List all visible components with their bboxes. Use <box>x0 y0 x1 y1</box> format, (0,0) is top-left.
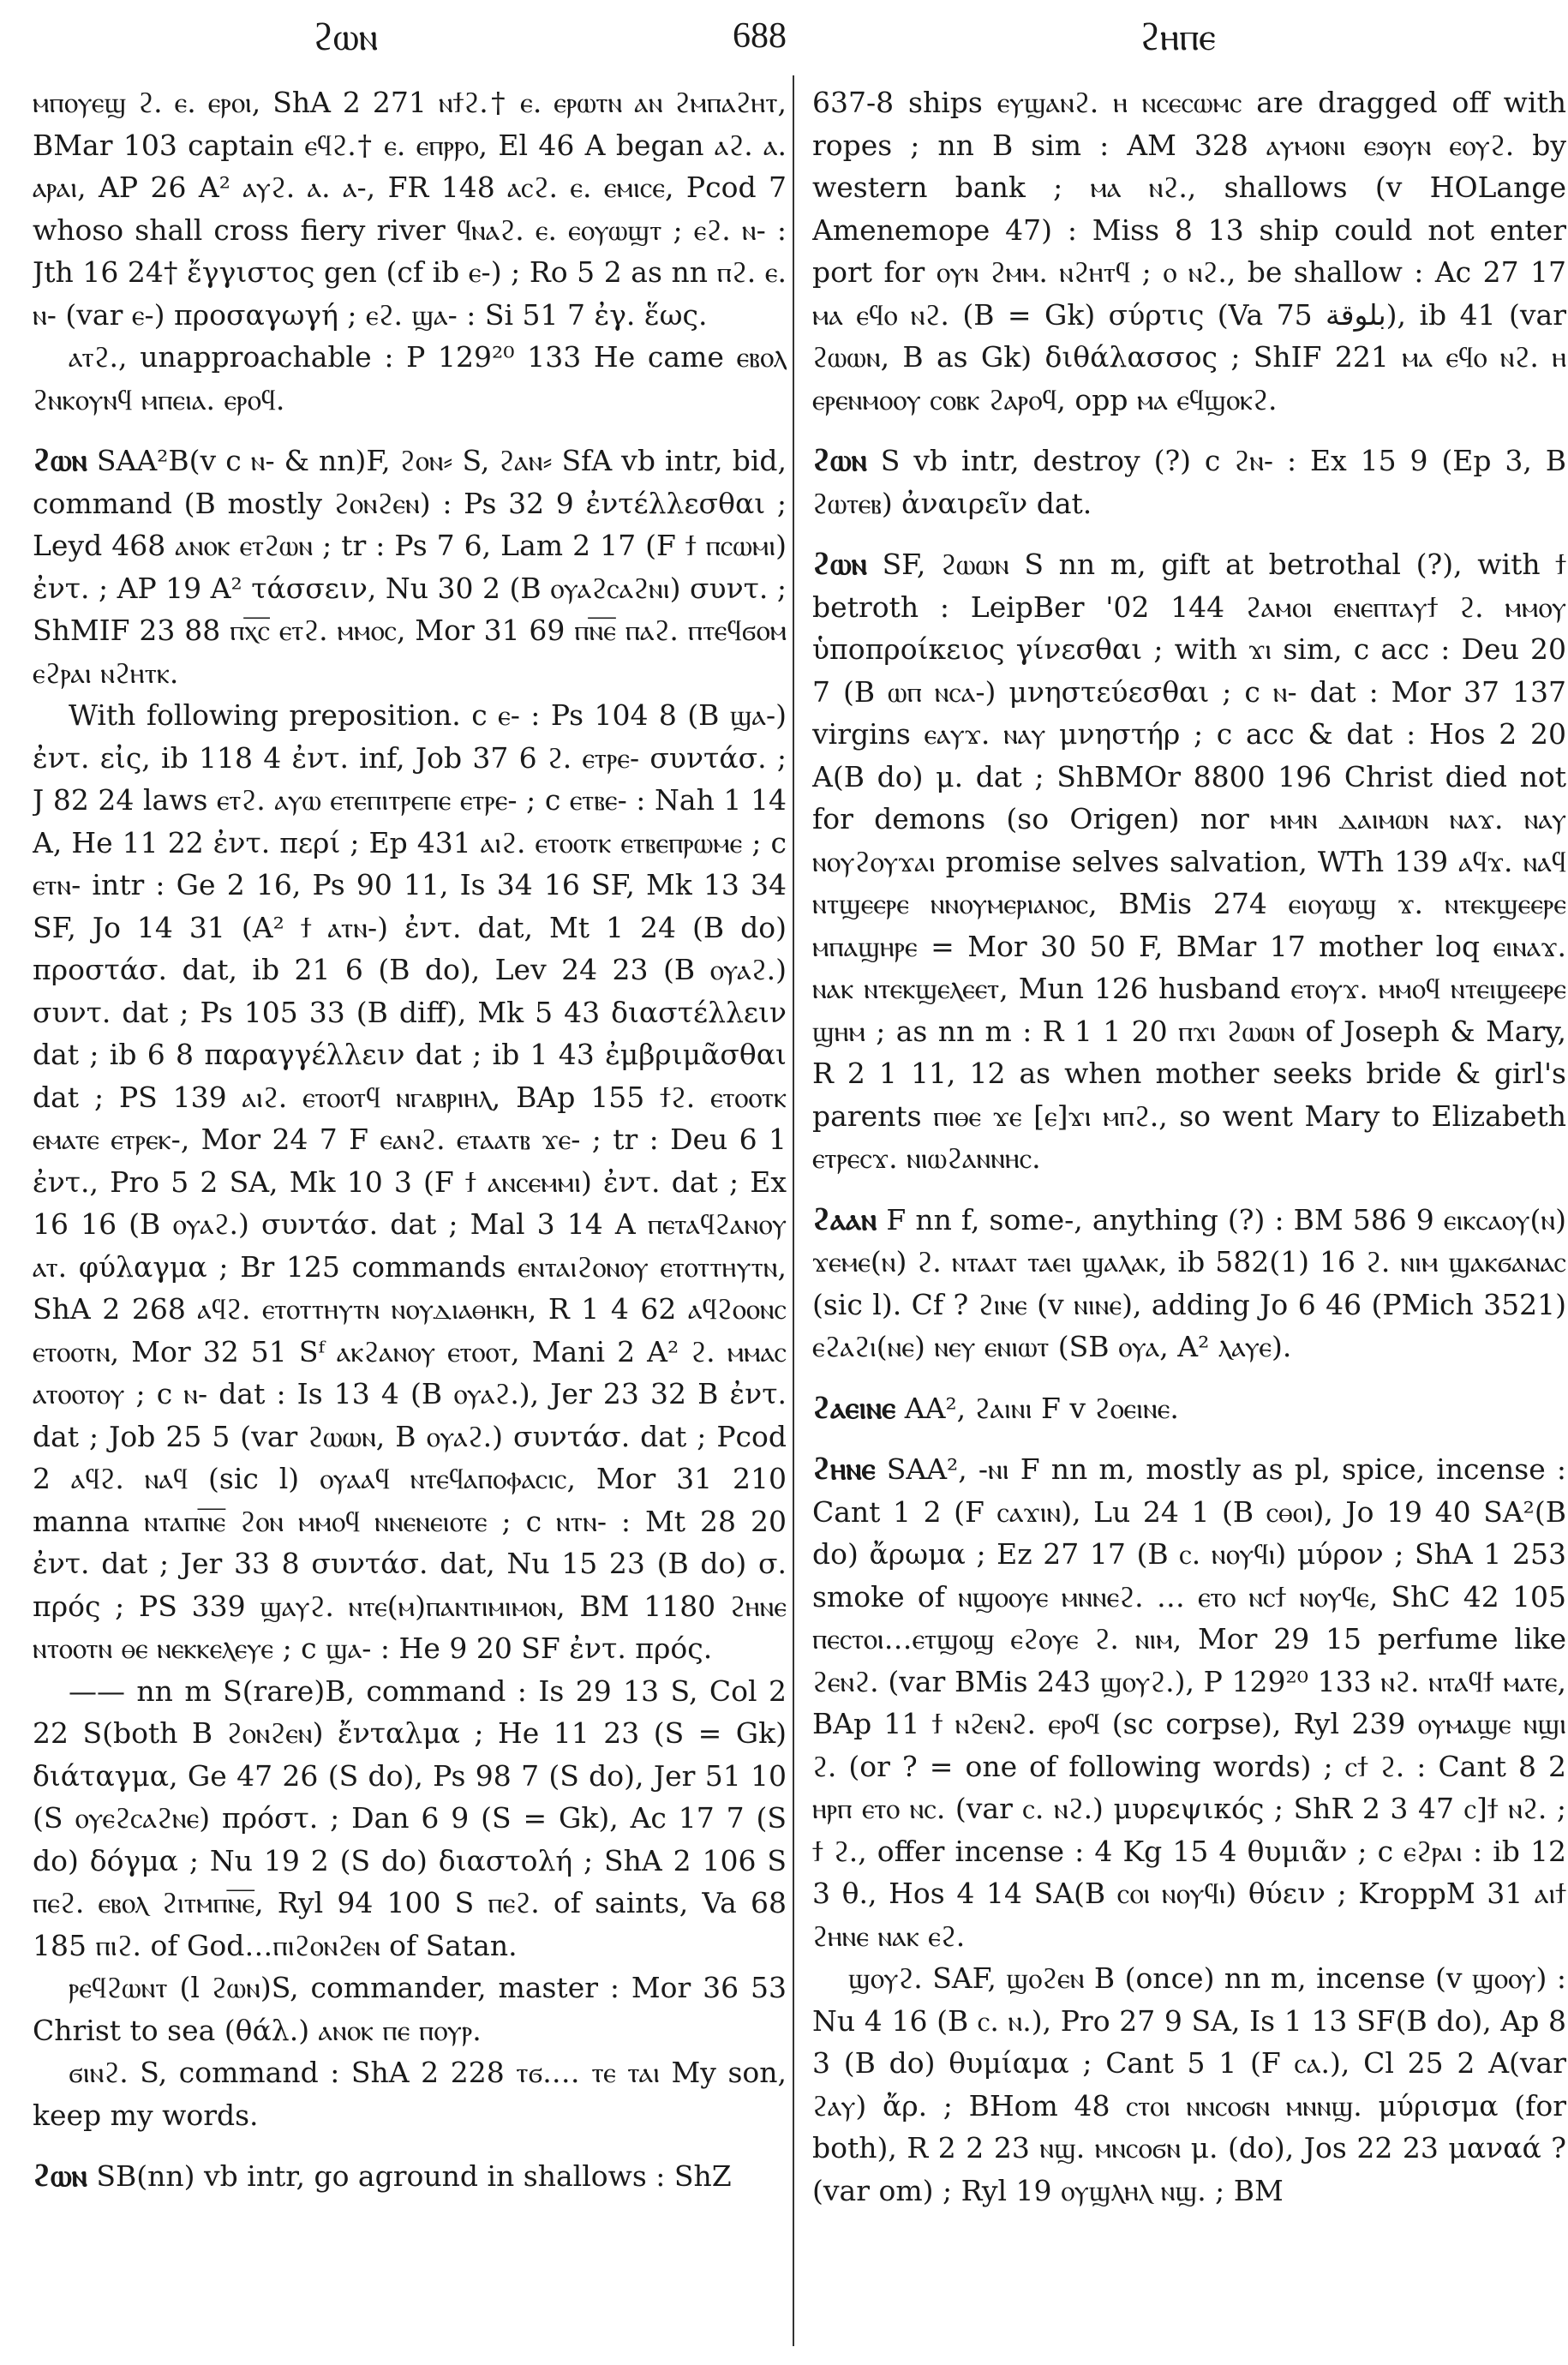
entry-separator <box>33 421 787 440</box>
dictionary-entry <box>812 1199 1566 1368</box>
running-head-left: ϩⲱⲛ <box>313 15 379 59</box>
entry-text: F nn f, some-, anything (?) : BM 586 9 ⲉⲓⲕⲥⲁⲟⲩ(ⲛ) ϫⲉⲙⲉ(ⲛ) ϩ. ⲛⲧⲁⲁⲧ ⲧⲁⲉⲓ ϣⲁⲗⲁⲕ, ib 582(1) 16 ϩ. ⲛⲓⲙ ϣⲁⲕϭⲁⲛⲁⲥ (sic l). Cf ? ϩⲓⲛⲉ (v ⲛⲓⲛⲉ), adding Jo 6 46 (PMich 3521) ⲉϩⲁϩⲓ(ⲛⲉ) ⲛⲉⲩ ⲉⲛⲓⲱⲧ (SB ⲟⲩⲁ, A² ⲗⲁⲩⲉ). <box>812 1202 1566 1363</box>
entry-headword: ϩⲱⲛ <box>33 442 87 478</box>
page-number: 688 <box>733 16 787 56</box>
entry-headword: ϩⲱⲛ <box>812 442 867 478</box>
dictionary-entry <box>812 1387 1566 1430</box>
entry-separator <box>33 2136 787 2155</box>
dictionary-entry <box>812 1448 1566 1957</box>
column-divider <box>793 75 794 2346</box>
entry-separator <box>812 1368 1566 1387</box>
continued-text: 637-8 ships ⲉⲩϣⲁⲛϩ. ⲏ ⲛⲥⲉⲥⲱⲙⲥ are dragged off with ropes ; nn B sim : AM 328 ⲁⲩⲙⲟⲛⲓ ⲉϧⲟⲩⲛ ⲉⲟⲩϩ. by western bank ; ⲙⲁ ⲛϩ., shallows (v HOLange Amenemope 47) : Miss 8 13 ship could not enter port for ⲟⲩⲛ ϩⲙⲙ. ⲛϩⲏⲧϥ ; ⲟ ⲛϩ., be shallow : Ac 27 17 ⲙⲁ ⲉϥⲟ ⲛϩ. (B = Gk) σύρτις (Va 75 بلوقة), ib 41 (var ϩⲱⲱⲛ, B as Gk) διθάλασσος ; ShIF 221 ⲙⲁ ⲉϥⲟ ⲛϩ. ⲏ ⲉⲣⲉⲛⲙⲟⲟⲩ ⲥⲟⲃⲕ ϩⲁⲣⲟϥ, opp ⲙⲁ ⲉϥϣⲟⲕϩ. <box>812 86 1566 416</box>
entry-separator <box>812 524 1566 543</box>
entry-separator <box>812 1180 1566 1199</box>
left-column <box>33 81 787 2344</box>
entry-headword: ϩⲱⲛ <box>812 546 867 582</box>
entry-text: SB(nn) vb intr, go aground in shallows : ShZ <box>87 2159 732 2193</box>
sub-entry: ⲣⲉϥϩⲱⲛⲧ (l ϩⲱⲛ)S, commander, master : Mor 36 53 Christ to sea (θάλ.) ⲁⲛⲟⲕ ⲡⲉ ⲡⲟⲩⲣ. <box>33 1971 787 2047</box>
dictionary-entry <box>812 543 1566 1180</box>
entry-text: SAA²B(v c ⲛ- & nn)F, ϩⲟⲛ⸗ S, ϩⲁⲛ⸗ SfA vb intr, bid, command (B mostly ϩⲟⲛϩⲉⲛ) : Ps 32 9 ἐντέλλεσθαι ; Leyd 468 ⲁⲛⲟⲕ ⲉⲧϩⲱⲛ ; tr : Ps 7 6, Lam 2 17 (F ϯ ⲡⲥⲱⲙⲓ) ἐντ. ; AP 19 A² τάσσειν, Nu 30 2 (B ⲟⲩⲁϩⲥⲁϩⲛⲓ) συντ. ; ShMIF 23 88 ⲡⲭ̅ⲥ̅ ⲉⲧϩ. ⲙⲙⲟⲥ, Mor 31 69 ⲡⲛ̅ⲉ̅ ⲡⲁϩ. ⲡⲧⲉϥϭⲟⲙ ⲉϩⲣⲁⲓ ⲛϩⲏⲧⲕ. <box>33 444 787 690</box>
entry-headword: ϩⲏⲛⲉ <box>812 1451 876 1487</box>
entry-headword: ϩⲱⲛ <box>33 2158 87 2194</box>
entry-headword: ϩⲁⲁⲛ <box>812 1200 877 1237</box>
dictionary-entry <box>33 2155 787 2198</box>
continued-text: ⲙⲡⲟⲩⲉϣ ϩ. ⲉ. ⲉⲣⲟⲓ, ShA 2 271 ⲛϯϩ.† ⲉ. ⲉⲣⲱⲧⲛ ⲁⲛ ϩⲙⲡⲁϩⲏⲧ, BMar 103 captain ⲉϥϩ.† ⲉ. ⲉⲡⲣⲣⲟ, El 46 A began ⲁϩ. ⲁ. ⲁⲣⲁⲓ, AP 26 A² ⲁⲩϩ. ⲁ. ⲁ-, FR 148 ⲁⲥϩ. ⲉ. ⲉⲙⲓⲥⲉ, Pcod 7 whoso shall cross fiery river ϥⲛⲁϩ. ⲉ. ⲉⲟⲩⲱϣⲧ ; ⲉϩ. ⲛ- : Jth 16 24† ἔγγιστος gen (cf ib ⲉ-) ; Ro 5 2 as nn ⲡϩ. ⲉ. ⲛ- (var ⲉ-) προσαγωγή ; ⲉϩ. ϣⲁ- : Si 51 7 ἐγ. ἕως. <box>33 86 787 332</box>
entry-text: AA², ϩⲁⲓⲛⲓ F v ϩⲟⲉⲓⲛⲉ. <box>895 1391 1179 1425</box>
sub-entry: ϣⲟⲩϩ. SAF, ϣⲟϩⲉⲛ B (once) nn m, incense (v ϣⲟⲟⲩ) : Nu 4 16 (B ⲥ. ⲛ.), Pro 27 9 SA, Is 1 13 SF(B do), Ap 8 3 (B do) θυμίαμα ; Cant 5 1 (F ⲥⲁ.), Cl 25 2 A(var ϩⲁⲩ) ἄρ. ; BHom 48 ⲥⲧⲟⲓ ⲛⲛⲥⲟϭⲛ ⲙⲛⲛϣ. μύρισμα (for both), R 2 2 23 ⲛϣ. ⲙⲛⲥⲟϭⲛ μ. (do), Jos 22 23 μαναά ? (var om) ; Ryl 19 ⲟⲩϣⲗⲏⲗ ⲛϣ. ; BM <box>812 1961 1566 2207</box>
right-column <box>812 81 1566 2344</box>
entry-separator <box>812 421 1566 440</box>
entry-text: SAA², -ⲛⲓ F nn m, mostly as pl, spice, incense : Cant 1 2 (F ⲥⲁϫⲓⲛ), Lu 24 1 (B ⲥⲑⲟⲓ), Jo 19 40 SA²(B do) ἄρωμα ; Ez 27 17 (B ⲥ. ⲛⲟⲩϥⲓ) μύρον ; ShA 1 253 smoke of ⲛϣⲟⲟⲩⲉ ⲙⲛⲛⲉϩ. … ⲉⲧⲟ ⲛⲥϯ ⲛⲟⲩϥⲉ, ShC 42 105 ⲡⲉⲥⲧⲟⲓ…ⲉⲧϣⲟϣ ⲉϩⲟⲩⲉ ϩ. ⲛⲓⲙ, Mor 29 15 perfume like ϩⲉⲛϩ. (var BMis 243 ϣⲟⲩϩ.), P 129²⁰ 133 ⲛϩ. ⲛⲧⲁϥϯ ⲙⲁⲧⲉ, BAp 11 ϯ ⲛϩⲉⲛϩ. ⲉⲣⲟϥ (sc corpse), Ryl 239 ⲟⲩⲙⲁϣⲉ ⲛϣⲓ ϩ. (or ? = one of following words) ; ⲥϯ ϩ. : Cant 8 2 ⲏⲣⲡ ⲉⲧⲟ ⲛⲥ. (var ⲥ. ⲛϩ.) μυρεψικός ; ShR 2 3 47 ⲥ]ϯ ⲛϩ. ; ϯ ϩ., offer incense : 4 Kg 15 4 θυμιᾶν ; c ⲉϩⲣⲁⲓ : ib 12 3 θ., Hos 4 14 SA(B ⲥⲟⲓ ⲛⲟⲩϥⲓ) θύειν ; KroppM 31 ⲁⲓϯ ϩⲏⲛⲉ ⲛⲁⲕ ⲉϩ. <box>812 1452 1566 1953</box>
dictionary-entry <box>812 440 1566 524</box>
page-header <box>0 7 1568 67</box>
entry-headword: ϩⲁⲉⲓⲛⲉ <box>812 1389 896 1426</box>
sub-entry: ϭⲓⲛϩ. S, command : ShA 2 228 ⲧϭ.… ⲧⲉ ⲧⲁⲓ My son, keep my words. <box>33 2056 787 2132</box>
entry-separator <box>812 1429 1566 1448</box>
sub-entry: With following preposition. c ⲉ- : Ps 104 8 (B ϣⲁ-) ἐντ. εἰς, ib 118 4 ἐντ. inf, Job 37 6 ϩ. ⲉⲧⲣⲉ- συντάσ. ; J 82 24 laws ⲉⲧϩ. ⲁⲩⲱ ⲉⲧⲉⲡⲓⲧⲣⲉⲡⲉ ⲉⲧⲣⲉ- ; c ⲉⲧⲃⲉ- : Nah 1 14 A, He 11 22 ἐντ. περί ; Ep 431 ⲁⲓϩ. ⲉⲧⲟⲟⲧⲕ ⲉⲧⲃⲉⲡⲣⲱⲙⲉ ; c ⲉⲧⲛ- intr : Ge 2 16, Ps 90 11, Is 34 16 SF, Mk 13 34 SF, Jo 14 31 (A² ϯ ⲁⲧⲛ-) ἐντ. dat, Mt 1 24 (B do) προστάσ. dat, ib 21 6 (B do), Lev 24 23 (B ⲟⲩⲁϩ.) συντ. dat ; Ps 105 33 (B diff), Mk 5 43 διαστέλλειν dat ; ib 6 8 παραγγέλλειν dat ; ib 1 43 ἐμβριμᾶσθαι dat ; PS 139 ⲁⲓϩ. ⲉⲧⲟⲟⲧϥ ⲛⲅⲁⲃⲣⲓⲏⲗ, BAp 155 ϯϩ. ⲉⲧⲟⲟⲧⲕ ⲉⲙⲁⲧⲉ ⲉⲧⲣⲉⲕ-, Mor 24 7 F ⲉⲁⲛϩ. ⲉⲧⲁⲁⲧⲃ ϫⲉ- ; tr : Deu 6 1 ἐντ., Pro 5 2 SA, Mk 10 3 (F ϯ ⲁⲛⲥⲉⲙⲙⲓ) ἐντ. dat ; Ex 16 16 (B ⲟⲩⲁϩ.) συντάσ. dat ; Mal 3 14 A ⲡⲉⲧⲁϥϩⲁⲛⲟⲩ ⲁⲧ. φύλαγμα ; Br 125 commands ⲉⲛⲧⲁⲓϩⲟⲛⲟⲩ ⲉⲧⲟⲧⲧⲏⲩⲧⲛ, ShA 2 268 ⲁϥϩ. ⲉⲧⲟⲧⲧⲏⲩⲧⲛ ⲛⲟⲩⲇⲓⲁⲑⲏⲕⲏ, R 1 4 62 ⲁϥϩⲟⲟⲛⲥ ⲉⲧⲟⲟⲧⲛ, Mor 32 51 Sᶠ ⲁⲕϩⲁⲛⲟⲩ ⲉⲧⲟⲟⲧ, Mani 2 A² ϩ. ⲙⲙⲁⲥ ⲁⲧⲟⲟⲧⲟⲩ ; c ⲛ- dat : Is 13 4 (B ⲟⲩⲁϩ.), Jer 23 32 B ἐντ. dat ; Job 25 5 (var ϩⲱⲱⲛ, B ⲟⲩⲁϩ.) συντάσ. dat ; Pcod 2 ⲁϥϩ. ⲛⲁϥ (sic l) ⲟⲩⲁⲁϥ ⲛⲧⲉϥⲁⲡⲟⲫⲁⲥⲓⲥ, Mor 31 210 manna ⲛⲧⲁⲡⲛ̅ⲉ̅ ϩⲟⲛ ⲙⲙⲟϥ ⲛⲛⲉⲛⲉⲓⲟⲧⲉ ; c ⲛⲧⲛ- : Mt 28 20 ἐντ. dat ; Jer 33 8 συντάσ. dat, Nu 15 23 (B do) σ. πρός ; PS 339 ϣⲁⲩϩ. ⲛⲧⲉ(ⲙ)ⲡⲁⲛⲧⲓⲙⲓⲙⲟⲛ, BM 1180 ϩⲏⲛⲉ ⲛⲧⲟⲟⲧⲛ ⲑⲉ ⲛⲉⲕⲕⲉⲗⲉⲩⲉ ; c ϣⲁ- : He 9 20 SF ἐντ. πρός. <box>33 698 787 1665</box>
running-head-right: ϩⲏⲡⲉ <box>1140 15 1216 59</box>
entry-text: SF, ϩⲱⲱⲛ S nn m, gift at betrothal (?), with ϯ betroth : LeipBer '02 144 ϩⲁⲙⲟⲓ ⲉⲛⲉⲡⲧⲁⲩϯ ϩ. ⲙⲙⲟⲩ ὑποπροίκειος γίνεσθαι ; with ϫⲓ sim, c acc : Deu 20 7 (B ⲱⲡ ⲛⲥⲁ-) μνηστεύεσθαι ; c ⲛ- dat : Mor 37 137 virgins ⲉⲁⲩϫ. ⲛⲁⲩ μνηστήρ ; c acc & dat : Hos 2 20 A(B do) μ. dat ; ShBMOr 8800 196 Christ died not for demons (so Origen) nor ⲙⲙⲛ ⲇⲁⲓⲙⲱⲛ ⲛⲁϫ. ⲛⲁⲩ ⲛⲟⲩϩⲟⲩϫⲁⲓ promise selves salvation, WTh 139 ⲁϥϫ. ⲛⲁϥ ⲛⲧϣⲉⲉⲣⲉ ⲛⲛⲟⲩⲙⲉⲣⲓⲁⲛⲟⲥ, BMis 274 ⲉⲓⲟⲩⲱϣ ϫ. ⲛⲧⲉⲕϣⲉⲉⲣⲉ ⲙⲡⲁϣⲏⲣⲉ = Mor 30 50 F, BMar 17 mother loq ⲉⲓⲛⲁϫ. ⲛⲁⲕ ⲛⲧⲉⲕϣⲉⲗⲉⲉⲧ, Mun 126 husband ⲉⲧⲟⲩϫ. ⲙⲙⲟϥ ⲛⲧⲉⲓϣⲉⲉⲣⲉ ϣⲏⲙ ; as nn m : R 1 1 20 ⲡϫⲓ ϩⲱⲱⲛ of Joseph & Mary, R 2 1 11, 12 as when mother seeks bride & girl's parents ⲡⲓⲑⲉ ϫⲉ [ⲉ]ϫⲓ ⲙⲡϩ., so went Mary to Elizabeth ⲉⲧⲣⲉⲥϫ. ⲛⲓⲱϩⲁⲛⲛⲏⲥ. <box>812 548 1566 1175</box>
dictionary-entry <box>33 440 787 694</box>
entry-text: S vb intr, destroy (?) c ϩⲛ- : Ex 15 9 (Ep 3, B ϩⲱⲧⲉⲃ) ἀναιρεῖν dat. <box>812 444 1566 520</box>
sub-entry: —— nn m S(rare)B, command : Is 29 13 S, Col 2 22 S(both B ϩⲟⲛϩⲉⲛ) ἔνταλμα ; He 11 23 (S = Gk) διάταγμα, Ge 47 26 (S do), Ps 98 7 (S do), Jer 51 10 (S ⲟⲩⲉϩⲥⲁϩⲛⲉ) πρόστ. ; Dan 6 9 (S = Gk), Ac 17 7 (S do) δόγμα ; Nu 19 2 (S do) διαστολή ; ShA 2 106 S ⲡⲉϩ. ⲉⲃⲟⲗ ϩⲓⲧⲙⲡⲛ̅ⲉ̅, Ryl 94 100 S ⲡⲉϩ. of saints, Va 68 185 ⲡⲓϩ. of God…ⲡⲓϩⲟⲛϩⲉⲛ of Satan. <box>33 1673 787 1962</box>
sub-entry: ⲁⲧϩ., unapproachable : P 129²⁰ 133 He came ⲉⲃⲟⲗ ϩⲛⲕⲟⲩⲛϥ ⲙⲡⲉⲓⲁ. ⲉⲣⲟϥ. <box>33 340 787 416</box>
